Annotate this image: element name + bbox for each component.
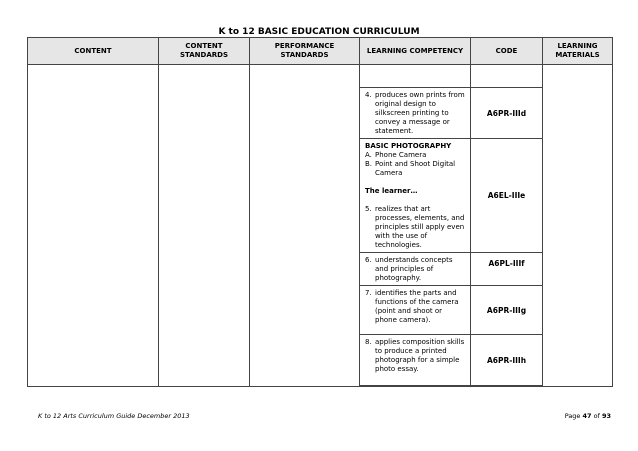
table-header-row	[28, 38, 613, 65]
code-cell: A6PR-IIId	[471, 88, 543, 139]
performance-standards-cell	[250, 65, 360, 387]
header-performance-standards: PERFORMANCE STANDARDS	[250, 38, 360, 65]
competency-cell	[360, 286, 471, 335]
sub-item-text: Point and Shoot Digital Camera	[375, 160, 456, 177]
sub-item-label: A.	[365, 151, 372, 159]
table-row	[28, 65, 613, 88]
footer-page-number: Page 47 of 93	[564, 412, 611, 420]
content-cell	[28, 65, 159, 387]
code-cell-empty	[471, 386, 543, 387]
learner-label: The learner…	[365, 187, 418, 195]
code-cell: A6EL-IIIe	[471, 139, 543, 253]
code-cell: A6PL-IIIf	[471, 253, 543, 286]
competency-text: applies composition skills to produce a printed photograph for a simple photo essay.	[375, 338, 465, 373]
item-number: 6.	[365, 256, 372, 264]
competency-cell-empty	[360, 65, 471, 88]
document-title: K to 12 BASIC EDUCATION CURRICULUM	[218, 27, 420, 37]
learning-materials-cell	[543, 65, 613, 387]
item-number: 7.	[365, 289, 372, 297]
item-number: 5.	[365, 205, 372, 213]
item-number: 4.	[365, 91, 372, 99]
competency-text: produces own prints from original design to silkscreen printing to convey a message or statement.	[375, 91, 465, 135]
header-content: CONTENT	[28, 38, 159, 65]
section-heading: BASIC PHOTOGRAPHY	[365, 142, 452, 150]
header-content-standards: CONTENT STANDARDS	[159, 38, 250, 65]
header-learning-materials: LEARNING MATERIALS	[543, 38, 613, 65]
code-cell-empty	[471, 65, 543, 88]
competency-cell	[360, 139, 471, 253]
competency-cell	[360, 253, 471, 286]
sub-item-text: Phone Camera	[375, 151, 427, 159]
content-standards-cell	[159, 65, 250, 387]
sub-item-label: B.	[365, 160, 373, 168]
competency-cell-empty	[360, 386, 471, 387]
competency-text: understands concepts and principles of photography.	[375, 256, 453, 282]
header-code: CODE	[471, 38, 543, 65]
code-cell: A6PR-IIIg	[471, 286, 543, 335]
code-cell: A6PR-IIIh	[471, 335, 543, 386]
curriculum-table	[27, 37, 613, 387]
competency-cell	[360, 88, 471, 139]
competency-text: realizes that art processes, elements, and principles still apply even with the use of technologies.	[375, 205, 465, 249]
header-learning-competency: LEARNING COMPETENCY	[360, 38, 471, 65]
competency-text: identifies the parts and functions of the camera (point and shoot or phone camera).	[375, 289, 459, 324]
item-number: 8.	[365, 338, 372, 346]
competency-cell	[360, 335, 471, 386]
footer-guide-title: K to 12 Arts Curriculum Guide December 2013	[38, 412, 190, 420]
